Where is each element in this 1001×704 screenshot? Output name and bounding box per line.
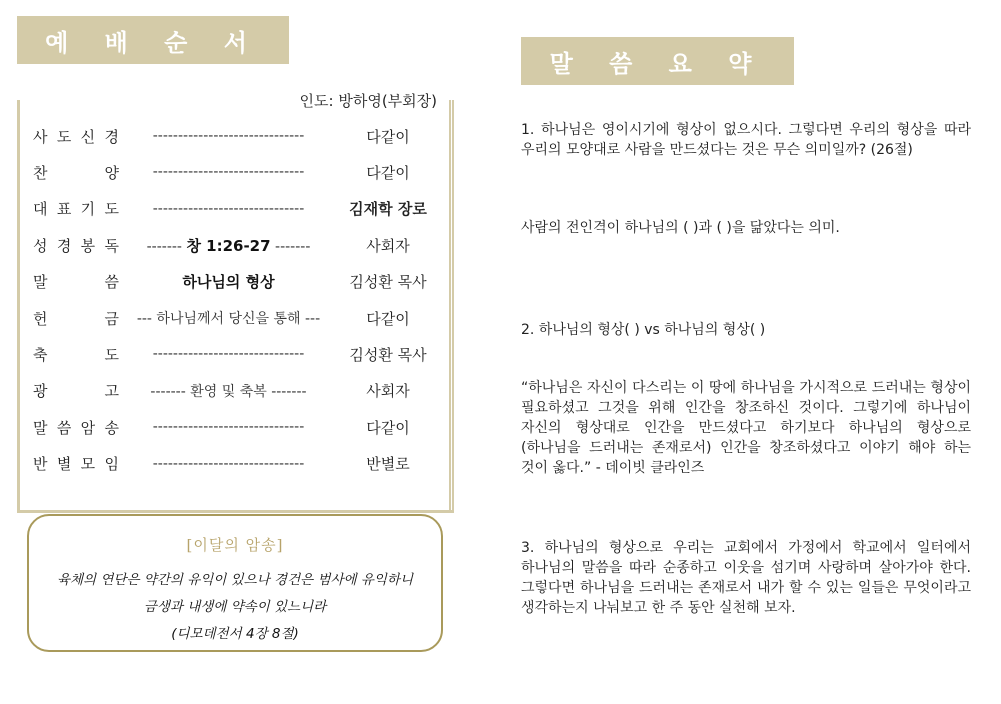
order-row-detail: ------------------------------ (152, 455, 305, 472)
order-row (33, 270, 438, 294)
order-row-person: 사회자 (366, 236, 410, 255)
summary-point-2: 2. 하나님의 형상( ) vs 하나님의 형상( ) (521, 322, 766, 338)
memory-verse-line2: 금생과 내생에 약속이 있느니라 (143, 599, 327, 615)
leader-text: 인도: 방하영(부회장) (299, 92, 437, 110)
order-row-label-char: 찬 (33, 163, 48, 182)
order-row (33, 197, 438, 221)
order-row-detail: ------------------------------ (152, 419, 305, 436)
order-row-label (33, 308, 119, 329)
order-row-label-char: 말 (33, 273, 48, 292)
order-row-label (33, 453, 119, 474)
order-row-label (33, 380, 119, 401)
order-row (33, 452, 438, 476)
order-row-label (33, 271, 119, 292)
order-row-detail: ------------------------------ (152, 346, 305, 363)
order-row-detail: ------------------------------ (152, 164, 305, 181)
order-row-label-char: 광 (33, 382, 48, 401)
order-row-person: 다같이 (366, 163, 410, 182)
order-row (33, 306, 438, 330)
order-row-label (33, 417, 119, 438)
order-row-detail: ------------------------------ (152, 128, 305, 144)
order-row-detail (123, 235, 334, 256)
order-row-label-char: 축 (33, 345, 48, 364)
order-row-person: 김재학 장로 (349, 200, 427, 219)
order-row-label (33, 235, 119, 256)
summary-quote: “하나님은 자신이 다스리는 이 땅에 하나님을 가시적으로 드러내는 형상이 필요하셨고 그것을 위해 인간을 창조하신 것이다. 그렇기에 하나님이 자신의 형상대로 인간을 만드셨다고 하기보다 하나님의 형상으로(하나님을 드러내는 존재로서) 인간을 창조하셨다고 이야기 해야 하는 것이 옳다.” - 데이빗 클라인즈 (521, 380, 971, 476)
order-row-label-char: 고 (104, 382, 119, 401)
order-row-label-char: 봉 (80, 236, 96, 255)
order-row-label-char: 모 (80, 455, 96, 474)
order-row-label-char: 경 (104, 127, 119, 146)
memory-verse-box (27, 514, 443, 652)
order-row-person: 사회자 (366, 382, 410, 401)
order-row-detail (123, 271, 334, 292)
order-row-label-char: 씀 (104, 273, 119, 292)
memory-verse (29, 567, 441, 648)
order-row-label (33, 344, 119, 365)
order-row (33, 124, 438, 148)
order-row-label-char: 독 (104, 236, 119, 255)
order-row-detail: --- 하나님께서 당신을 통해 --- (136, 311, 321, 327)
memory-verse-line1: 육체의 연단은 약간의 유익이 있으나 경건은 범사에 유익하니 (56, 572, 414, 588)
order-row-label-char: 양 (104, 163, 119, 182)
order-row-detail: ------- 환영 및 축복 ------- (150, 383, 307, 400)
order-row-dashes: ------- (270, 238, 311, 255)
order-row-label-char: 임 (104, 455, 119, 474)
order-row-detail: ------------------------------ (152, 200, 305, 217)
order-row-label-char: 도 (104, 200, 119, 219)
memory-title: [이달의 암송] (186, 536, 284, 554)
order-row (33, 233, 438, 257)
order-row (33, 379, 438, 403)
order-row (33, 160, 438, 184)
order-row-person: 다같이 (366, 127, 410, 146)
order-row-label-char: 금 (104, 309, 119, 328)
order-row-label-char: 신 (80, 127, 96, 146)
order-row-label-char: 도 (56, 127, 72, 146)
order-row (33, 342, 438, 366)
order-row-label-char: 기 (80, 200, 96, 219)
order-row-label-char: 경 (56, 236, 72, 255)
order-row-label (33, 198, 119, 219)
order-row-person: 다같이 (366, 418, 410, 437)
order-row-detail-bold: 창 1:26-27 (186, 236, 271, 255)
order-row-label-char: 말 (33, 418, 48, 437)
order-row-person: 다같이 (366, 309, 410, 328)
order-row-detail-bold: 하나님의 형상 (182, 273, 275, 292)
order-row-label (33, 126, 119, 147)
order-title: 예 배 순 서 (45, 28, 261, 57)
order-row-label-char: 반 (33, 455, 48, 474)
order-row-label-char: 표 (56, 200, 72, 219)
order-row-dashes: ------- (146, 238, 187, 255)
order-row-label (33, 162, 119, 183)
order-row-label-char: 암 (80, 418, 96, 437)
summary-title-banner (521, 37, 794, 85)
order-row-person: 김성환 목사 (349, 273, 427, 292)
order-title-banner (17, 16, 289, 64)
summary-point-3: 3. 하나님의 형상으로 우리는 교회에서 가정에서 학교에서 일터에서 하나님의 말씀을 따라 순종하고 이웃을 섬기며 사랑하며 살아가야 한다. 그렇다면 하나님을 드러내는 존재로서 내가 할 수 있는 일들은 무엇이라고 생각하는지 나눠보고 한 주 동안 실천해 보자. (521, 540, 971, 616)
order-row-label-char: 씀 (56, 418, 72, 437)
order-row-label-char: 헌 (33, 309, 48, 328)
order-row-label-char: 성 (33, 236, 48, 255)
order-row-label-char: 대 (33, 200, 48, 219)
order-row (33, 415, 438, 439)
summary-point-1-blank: 사람의 전인격이 하나님의 ( )과 ( )을 닮았다는 의미. (521, 220, 840, 236)
order-row-label-char: 송 (104, 418, 119, 437)
order-row-person: 김성환 목사 (349, 345, 427, 364)
order-row-label-char: 별 (56, 455, 72, 474)
order-frame (17, 92, 454, 510)
summary-point-1: 1. 하나님은 영이시기에 형상이 없으시다. 그렇다면 우리의 형상을 따라 우리의 모양대로 사람을 만드셨다는 것은 무슨 의미일까? (26절) (521, 122, 971, 158)
summary-title: 말 씀 요 약 (549, 49, 766, 78)
memory-verse-ref: (디모데전서 4장 8절) (171, 626, 299, 642)
order-row-label-char: 사 (33, 127, 48, 146)
order-row-label-char: 도 (104, 345, 119, 364)
order-row-person: 반별로 (366, 455, 410, 474)
